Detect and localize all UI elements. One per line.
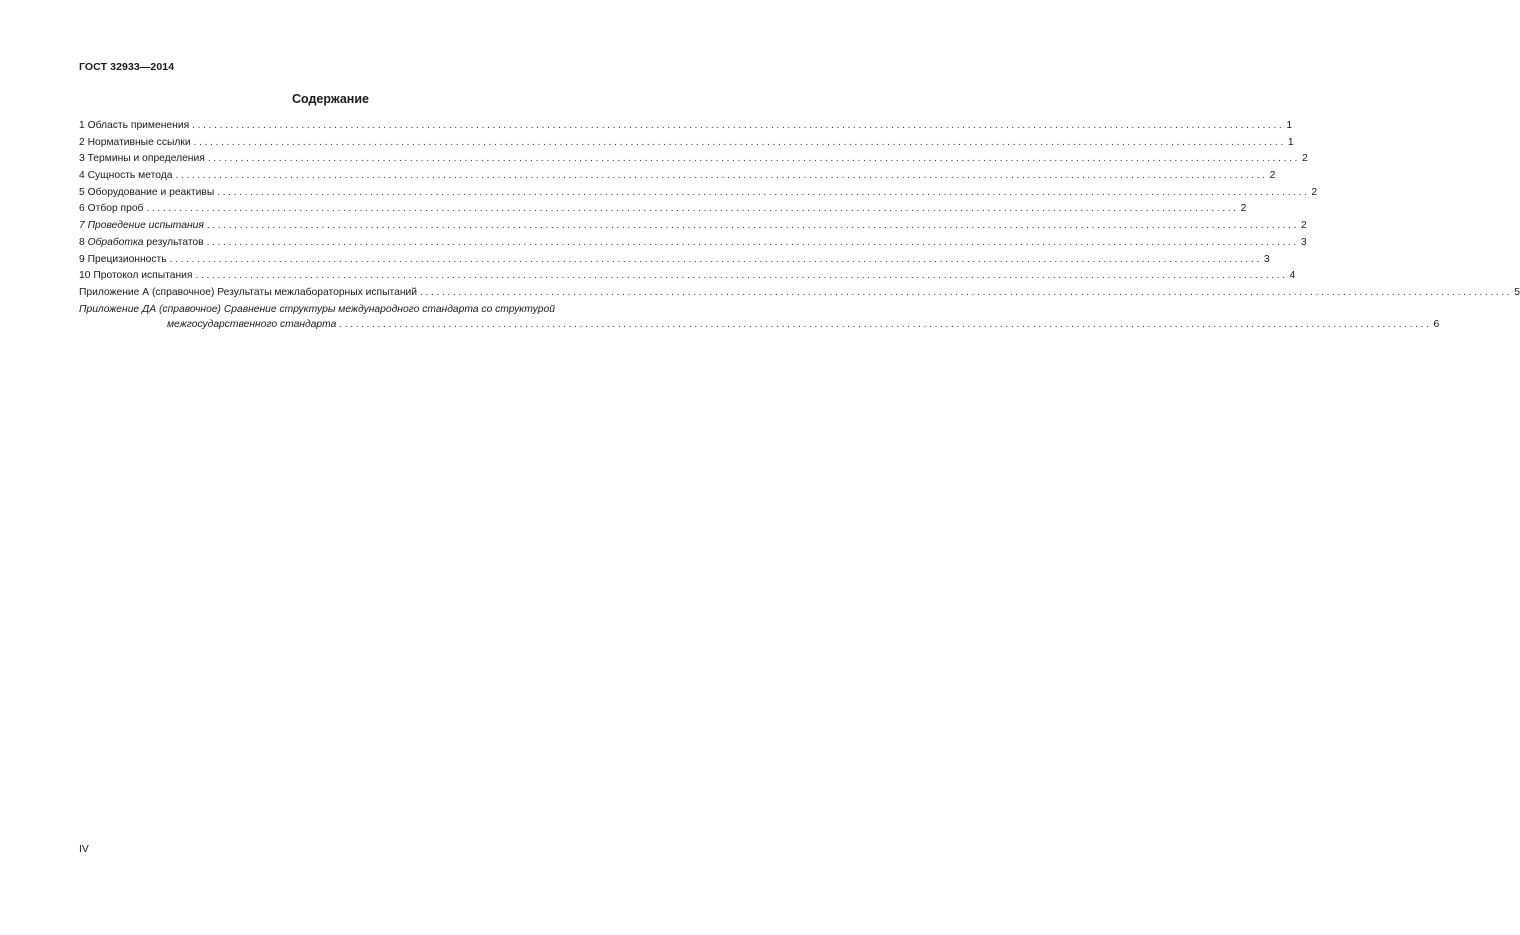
toc-item[interactable] [79,152,1308,169]
toc-title: Содержание [291,92,369,106]
toc-item-label [79,169,175,183]
toc-item-label [79,152,208,166]
toc-item-label [79,236,207,250]
toc-item-page: 1 [1287,136,1294,148]
toc-item-label-prefix: 3 [79,153,88,165]
toc-leader-dots: ........................................................................................................................................................................................................ [217,186,1310,198]
toc-item-page: 3 [1300,236,1307,248]
toc-item-page: 2 [1269,170,1276,182]
toc-item-label [79,269,196,283]
toc-item-page: 1 [1286,120,1293,131]
toc-leader-dots: ........................................................................................................................................................................................................ [175,170,1268,182]
toc-item[interactable] [79,286,1520,303]
toc-leader-dots: ........................................................................................................................................................................................................ [193,136,1286,148]
toc-item-label [79,253,170,267]
toc-leader-dots: ........................................................................................................................................................................................................ [195,270,1288,282]
toc-item-label-prefix: 8 [79,236,88,248]
toc-leader-dots: ........................................................................................................................................................................................................ [207,153,1300,165]
toc-item-label-prefix: 9 [79,253,88,265]
toc-item[interactable] [79,219,1307,236]
toc-item-label-prefix: 2 [79,136,88,148]
toc-item-label-prefix: 5 [79,186,88,198]
toc-item-label-suffix: Отбор проб [87,203,144,215]
toc-item[interactable] [79,236,1307,253]
toc-item-annex-da-label-line1: Приложение ДА (справочное) Сравнение структуры международного стандарта со структурой [79,303,555,315]
toc-item-label-suffix: Прецизионность [87,253,167,265]
toc-item-label-suffix: Область применения [87,120,190,131]
toc-item-label-prefix: 6 [79,203,88,215]
toc-item-label-prefix: Приложение А (справочное) [79,286,218,298]
toc-item[interactable] [79,186,1318,203]
toc-item-label-suffix: Оборудование и реактивы [87,186,215,198]
toc-item-label-suffix: Нормативные ссылки [87,136,191,148]
toc-item-label-prefix: 10 [79,270,94,282]
toc-item[interactable] [79,119,1293,136]
toc-item-label-suffix: результатов [143,236,204,248]
document-header: ГОСТ 32933—2014 [79,61,175,73]
toc-leader-dots: ........................................................................................................................................................................................................ [206,220,1300,232]
toc-item[interactable] [79,269,1296,286]
toc-item-page: 2 [1302,153,1308,165]
toc-item-page: 2 [1240,203,1247,215]
toc-item-label-prefix: 1 [79,120,88,131]
toc-item-page: 4 [1289,270,1296,282]
toc-item-annex-da-page: 6 [1433,318,1440,330]
toc-item[interactable] [79,136,1294,153]
toc-item-page: 2 [1311,186,1318,198]
toc-leader-dots: ........................................................................................................................................................................................................ [146,203,1239,215]
page-number: IV [79,844,89,855]
toc-item-label [79,119,192,133]
toc-item-label [79,202,146,216]
toc-item-label-suffix: Протокол испытания [93,270,193,282]
toc-item-page: 2 [1301,220,1307,232]
toc-item[interactable] [79,202,1247,219]
toc-list [79,119,1520,303]
toc-item-label-suffix: Результаты межлабораторных испытаний [217,286,418,298]
toc-item-page: 3 [1263,253,1270,265]
toc-item-label [79,136,194,150]
toc-item-label [79,219,207,233]
toc-item-label [79,186,217,200]
toc-leader-dots: ........................................................................................................................................................................................................ [339,318,1432,330]
toc-item-label [79,286,420,300]
toc-item[interactable] [79,253,1270,270]
toc-leader-dots: ........................................................................................................................................................................................................ [169,253,1262,265]
toc-item[interactable] [79,169,1276,186]
table-of-contents [79,119,1520,332]
toc-item-page: 5 [1514,286,1520,298]
toc-item-label-italic: 7 Проведение испытания [79,220,204,232]
toc-item-label-prefix: 4 [79,170,88,182]
toc-leader-dots: ........................................................................................................................................................................................................ [192,120,1285,131]
toc-item-annex-da-label-line2: межгосударственного стандарта [167,318,337,330]
toc-item-annex-da[interactable] [79,303,1440,332]
toc-item-label-suffix: Термины и определения [87,153,205,165]
toc-item-label-suffix: Сущность метода [87,170,173,182]
toc-leader-dots: ........................................................................................................................................................................................................ [420,286,1513,298]
toc-item-label-italic: Обработка [87,236,144,248]
toc-leader-dots: ........................................................................................................................................................................................................ [206,236,1299,248]
